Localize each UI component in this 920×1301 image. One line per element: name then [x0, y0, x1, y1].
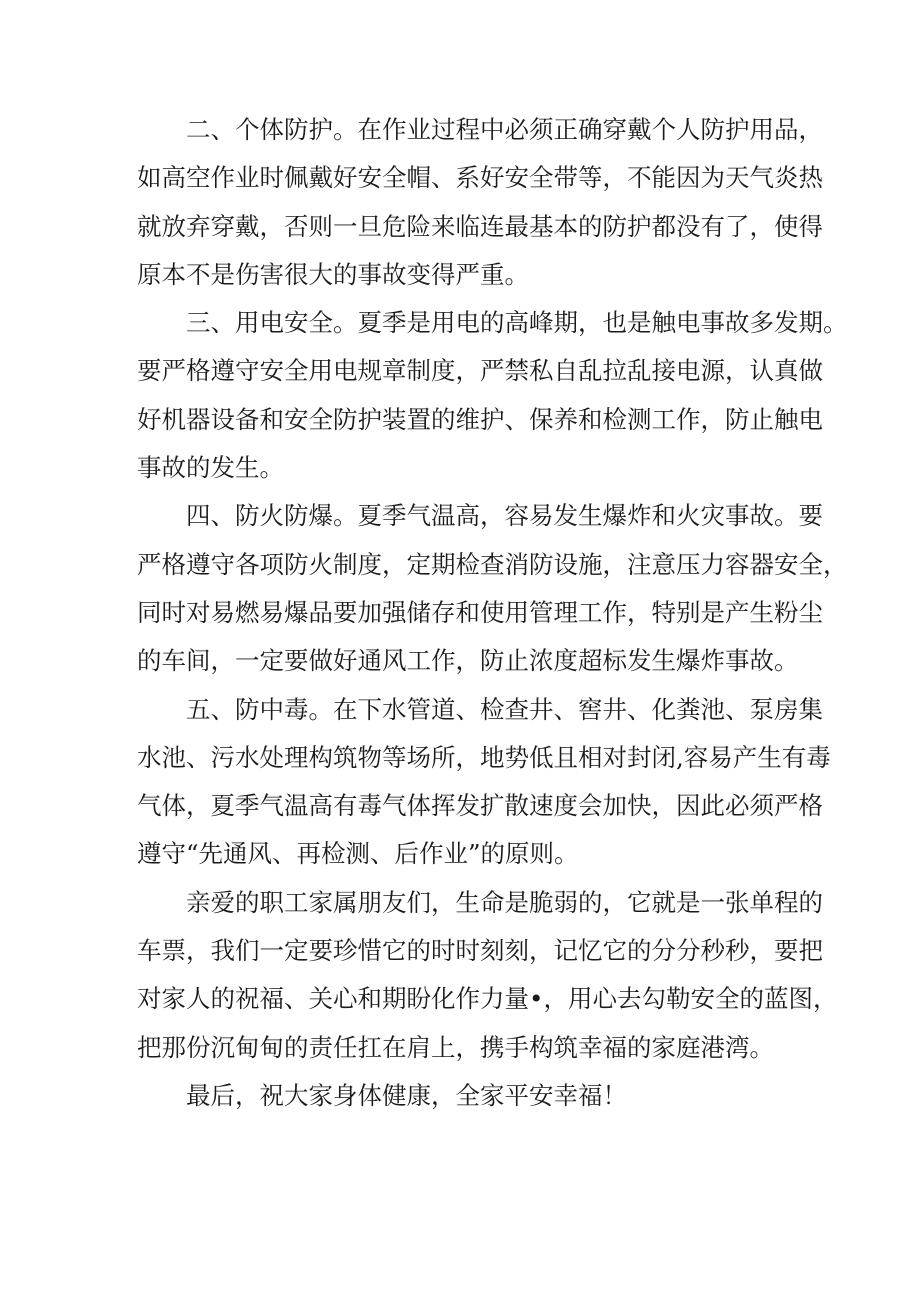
paragraph-line: 同时对易燃易爆品要加强储存和使用管理工作，特别是产生粉尘	[137, 597, 823, 627]
paragraph-line: 气体，夏季气温高有毒气体挥发扩散速度会加快，因此必须严格	[137, 791, 823, 821]
paragraph-line: 亲爱的职工家属朋友们，生命是脆弱的，它就是一张单程的	[186, 887, 823, 917]
paragraph-line: 原本不是伤害很大的事故变得严重。	[137, 259, 529, 289]
paragraph-poisoning-prevention	[137, 686, 831, 879]
paragraph-line: 遵守“先通风、再检测、后作业”的原则。	[137, 839, 579, 869]
paragraph-line: 要严格遵守安全用电规章制度，严禁私自乱拉乱接电源，认真做	[137, 356, 823, 386]
paragraph-fire-explosion-prevention	[137, 492, 848, 685]
paragraph-line: 最后，祝大家身体健康，全家平安幸福！	[186, 1080, 627, 1110]
paragraph-line: 就放弃穿戴，否则一旦危险来临连最基本的防护都没有了，使得	[137, 211, 823, 241]
paragraph-closing-wishes	[137, 1072, 797, 1120]
paragraph-electrical-safety	[137, 299, 848, 492]
paragraph-line: 五、防中毒。在下水管道、检查井、窖井、化粪池、泵房集	[186, 694, 823, 724]
paragraph-line: 水池、污水处理构筑物等场所，地势低且相对封闭,容易产生有毒	[137, 742, 831, 772]
paragraph-line: 如高空作业时佩戴好安全帽、系好安全带等，不能因为天气炎热	[137, 163, 823, 193]
paragraph-line: 事故的发生。	[137, 453, 284, 483]
paragraph-line: 三、用电安全。夏季是用电的高峰期，也是触电事故多发期。	[186, 308, 848, 338]
paragraph-individual-protection	[137, 106, 823, 299]
paragraph-line: 车票，我们一定要珍惜它的时时刻刻，记忆它的分分秒秒，要把	[137, 936, 823, 966]
document-body	[137, 106, 848, 1120]
paragraph-family-appeal	[137, 879, 838, 1072]
paragraph-line: 二、个体防护。在作业过程中必须正确穿戴个人防护用品，	[186, 115, 823, 144]
paragraph-line: 好机器设备和安全防护装置的维护、保养和检测工作，防止触电	[137, 404, 823, 434]
paragraph-line: 把那份沉甸甸的责任扛在肩上，携手构筑幸福的家庭港湾。	[137, 1032, 774, 1062]
paragraph-line: 对家人的祝福、关心和期盼化作力量•，用心去勾勒安全的蓝图，	[137, 984, 838, 1014]
paragraph-line: 的车间，一定要做好通风工作，防止浓度超标发生爆炸事故。	[137, 646, 799, 676]
paragraph-line: 严格遵守各项防火制度，定期检查消防设施，注意压力容器安全，	[137, 549, 848, 579]
paragraph-line: 四、防火防爆。夏季气温高，容易发生爆炸和火灾事故。要	[186, 501, 823, 531]
